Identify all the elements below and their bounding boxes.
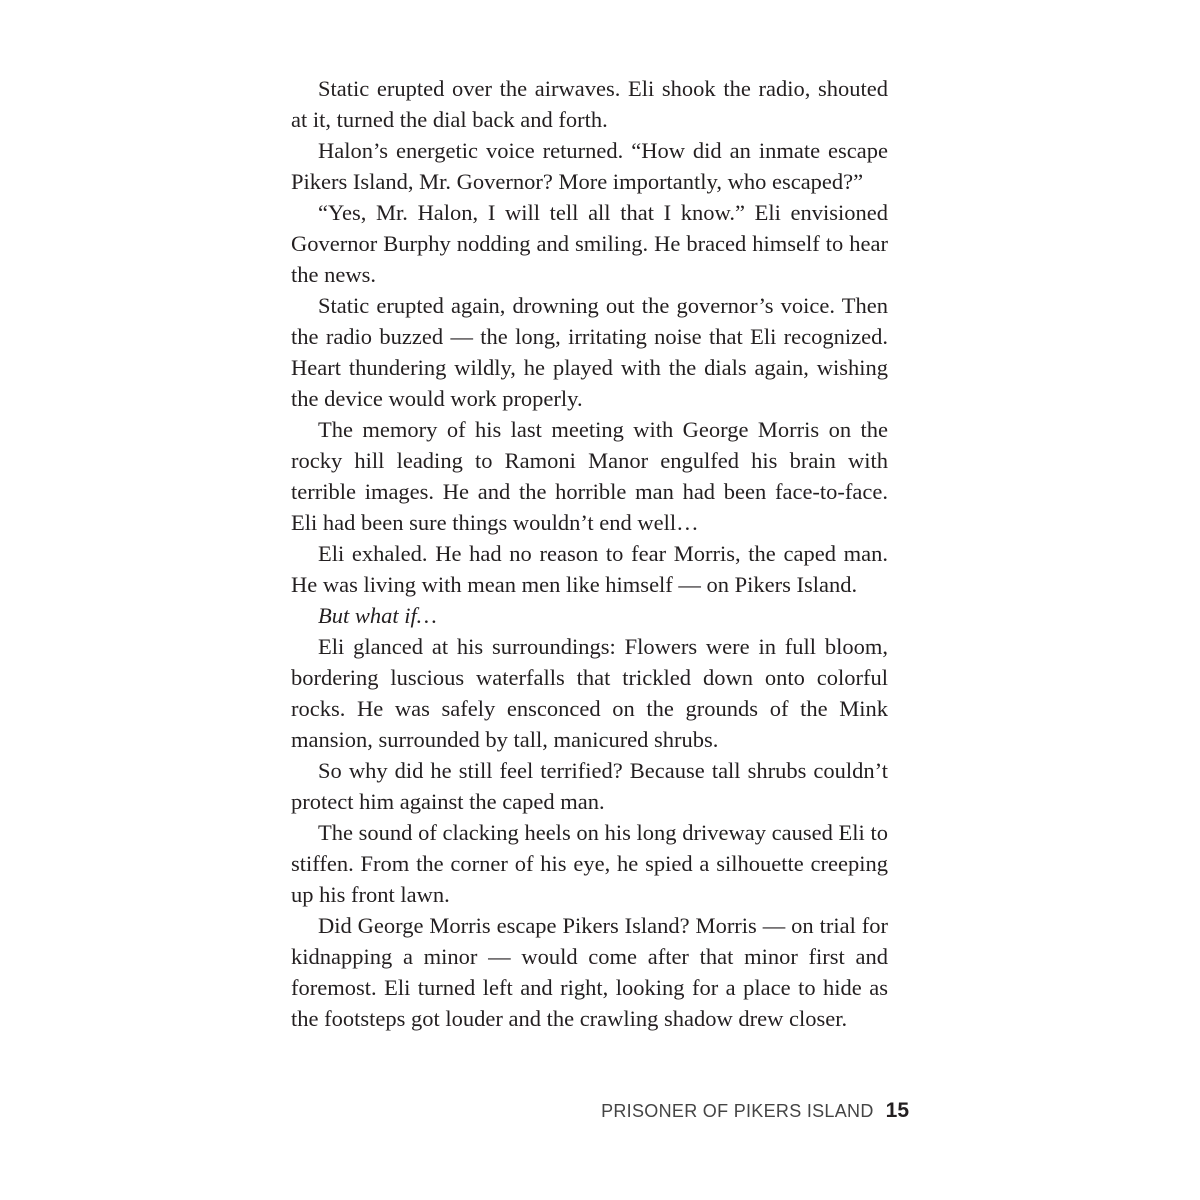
running-footer (601, 1099, 909, 1123)
italic-text: But what if… (318, 603, 437, 628)
page-number: 15 (885, 1099, 909, 1122)
book-title: PRISONER OF PIKERS ISLAND (601, 1101, 874, 1121)
paragraph: Eli exhaled. He had no reason to fear Morris, the caped man. He was living with mean men like himself — on Pikers Island. (291, 541, 888, 597)
paragraph-italic (291, 600, 888, 631)
paragraph: So why did he still feel terrified? Because tall shrubs couldn’t protect him against the caped man. (291, 758, 888, 814)
paragraph: Static erupted over the airwaves. Eli shook the radio, shouted at it, turned the dial back and forth. (291, 76, 888, 132)
paragraph: “Yes, Mr. Halon, I will tell all that I know.” Eli envisioned Governor Burphy nodding and smiling. He braced himself to hear the news. (291, 200, 888, 287)
paragraph: The memory of his last meeting with George Morris on the rocky hill leading to Ramoni Manor engulfed his brain with terrible images. He and the horrible man had been face-to-face. Eli had been sure things wouldn’t end well… (291, 417, 888, 535)
body-text (291, 73, 888, 1034)
paragraph: The sound of clacking heels on his long driveway caused Eli to stiffen. From the corner of his eye, he spied a silhouette creeping up his front lawn. (291, 820, 888, 907)
paragraph: Eli glanced at his surroundings: Flowers were in full bloom, bordering luscious waterfalls that trickled down onto colorful rocks. He was safely ensconced on the grounds of the Mink mansion, surrounded by tall, manicured shrubs. (291, 634, 888, 752)
paragraph: Static erupted again, drowning out the governor’s voice. Then the radio buzzed — the long, irritating noise that Eli recognized. Heart thundering wildly, he played with the dials again, wishing the device would work properly. (291, 293, 888, 411)
paragraph: Halon’s energetic voice returned. “How did an inmate escape Pikers Island, Mr. Governor? More importantly, who escaped?” (291, 138, 888, 194)
paragraph: Did George Morris escape Pikers Island? Morris — on trial for kidnapping a minor — would come after that minor first and foremost. Eli turned left and right, looking for a place to hide as the footsteps got louder and the crawling shadow drew closer. (291, 913, 888, 1031)
